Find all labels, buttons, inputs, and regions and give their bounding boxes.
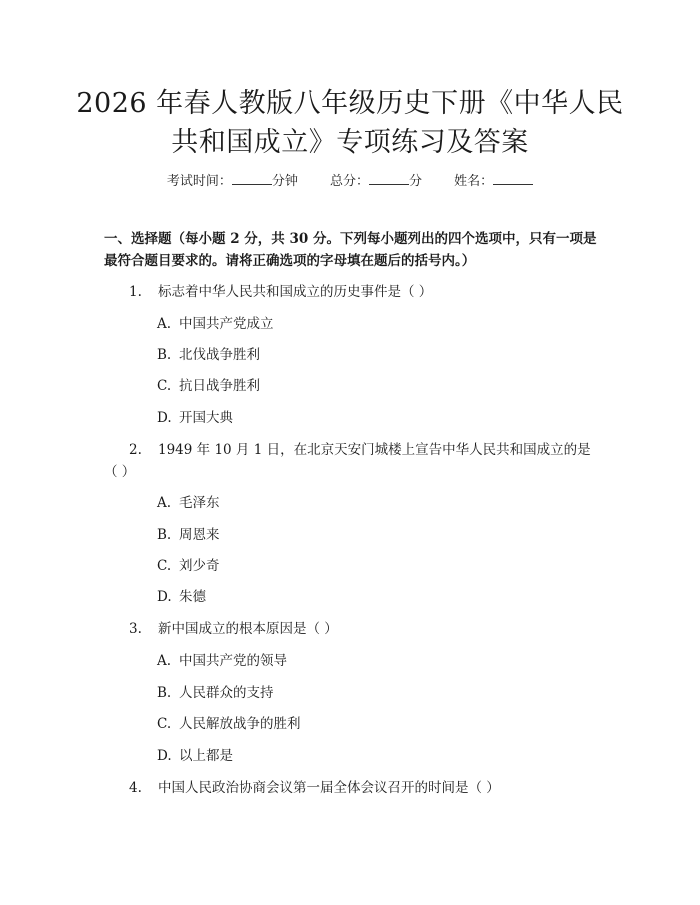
option-letter: C. xyxy=(157,378,172,394)
option-text: 中国共产党的领导 xyxy=(179,653,287,669)
option-text: 人民解放战争的胜利 xyxy=(179,716,301,732)
exam-time-blank xyxy=(232,170,272,185)
section-heading: 一、选择题（每小题 2 分，共 30 分。下列每小题列出的四个选项中，只有一项是最符合题目要求的。请将正确选项的字母填在题后的括号内。） xyxy=(104,231,597,269)
option-text: 毛泽东 xyxy=(179,495,220,511)
question-3-option-d xyxy=(157,745,233,767)
question-1-option-c xyxy=(157,375,260,397)
question-3-option-b xyxy=(157,682,274,704)
option-letter: D. xyxy=(157,589,172,605)
question-number: 3. xyxy=(129,621,142,637)
question-1 xyxy=(104,281,600,303)
exam-time-unit: 分钟 xyxy=(271,174,298,189)
student-name-label: 姓名： xyxy=(454,174,494,189)
exam-time-field xyxy=(167,170,298,191)
question-stem: 中国人民政治协商会议第一届全体会议召开的时间是（ ） xyxy=(158,780,500,796)
exam-time-label: 考试时间： xyxy=(166,174,232,189)
option-letter: A. xyxy=(157,316,172,332)
question-2-option-b xyxy=(157,524,220,546)
total-score-label: 总分： xyxy=(329,174,369,189)
question-1-option-d xyxy=(157,407,233,429)
question-1-option-b xyxy=(157,344,260,366)
total-score-field xyxy=(330,170,422,191)
question-2-option-d xyxy=(157,586,206,608)
question-2-option-a xyxy=(157,492,220,514)
option-text: 以上都是 xyxy=(179,748,233,764)
question-2-option-c xyxy=(157,555,220,577)
option-text: 抗日战争胜利 xyxy=(179,378,260,394)
option-text: 北伐战争胜利 xyxy=(179,347,260,363)
question-3-option-a xyxy=(157,650,287,672)
option-text: 开国大典 xyxy=(179,410,233,426)
question-stem: 新中国成立的根本原因是（ ） xyxy=(158,621,338,637)
question-number: 4. xyxy=(129,780,142,796)
document-title-line-2: 共和国成立》专项练习及答案 xyxy=(171,127,529,158)
total-score-unit: 分 xyxy=(409,174,423,189)
document-title-line-1: 2026 年春人教版八年级历史下册《中华人民 xyxy=(76,88,624,119)
total-score-blank xyxy=(369,170,409,185)
option-letter: B. xyxy=(157,347,172,363)
question-2 xyxy=(104,439,600,483)
student-name-blank xyxy=(493,170,533,185)
question-stem: 标志着中华人民共和国成立的历史事件是（ ） xyxy=(158,284,433,300)
option-letter: A. xyxy=(157,495,172,511)
student-name-field xyxy=(454,170,533,191)
question-4 xyxy=(104,777,600,799)
option-text: 刘少奇 xyxy=(179,558,220,574)
option-letter: A. xyxy=(157,653,172,669)
option-text: 中国共产党成立 xyxy=(179,316,274,332)
question-number: 1. xyxy=(129,284,142,300)
option-letter: D. xyxy=(157,410,172,426)
option-letter: B. xyxy=(157,527,172,543)
question-1-option-a xyxy=(157,313,274,335)
question-3 xyxy=(104,618,600,640)
option-letter: D. xyxy=(157,748,172,764)
question-number: 2. xyxy=(129,442,142,458)
question-stem: 1949 年 10 月 1 日，在北京天安门城楼上宣告中华人民共和国成立的是（ ） xyxy=(104,442,591,480)
question-3-option-c xyxy=(157,713,301,735)
option-text: 人民群众的支持 xyxy=(179,685,274,701)
option-letter: B. xyxy=(157,685,172,701)
option-letter: C. xyxy=(157,558,172,574)
exam-info xyxy=(0,170,700,191)
option-letter: C. xyxy=(157,716,172,732)
option-text: 周恩来 xyxy=(179,527,220,543)
option-text: 朱德 xyxy=(179,589,206,605)
